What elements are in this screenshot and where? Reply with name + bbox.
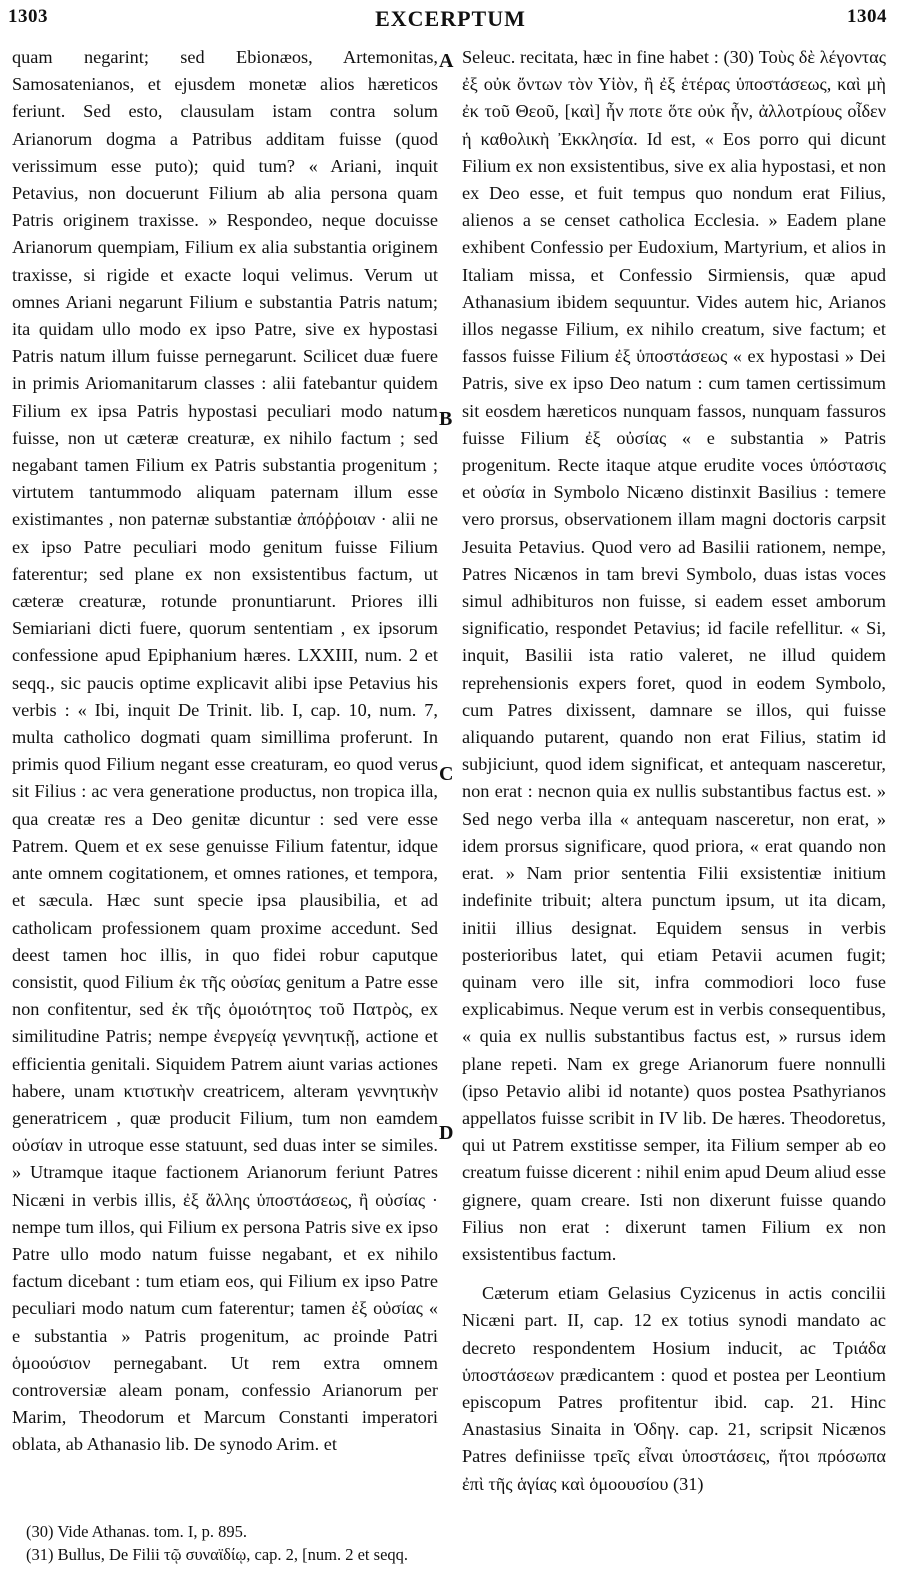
right-paragraph: Seleuc. recitata, hæc in fine habet : (30) Τοὺς δὲ λέγοντας ἐξ οὐκ ὄντων τὸν Υἱὸν, ἢ ἐξ ἑτέρας ὑποστάσεως, καὶ μὴ ἐκ τοῦ Θεοῦ, [καὶ] ἦν ποτε ὅτε οὐκ ἦν, ἀλλοτρίους οἶδεν ἡ καθολικὴ Ἐκκλησία. Id est, « Eos porro qui dicunt Filium ex non exsistentibus, sive ex alia hypostasi, et non ex Deo esse, et fuit tempus quo nondum erat Filius, alienos a se censet catholica Ecclesia. » Eadem plane exhibent Confessio per Eudoxium, Martyrium, et alios in Italiam missa, et Confessio Sirmiensis, quæ apud Athanasium ibidem sequuntur. Vides autem hic, Arianos illos negasse Filium, ex nihilo creatum, sive factum; et fassos fuisse Filium ἐξ ὑποστάσεως « ex hypostasi » Dei Patris, sive ex ipso Deo natum : cum tamen certissimum sit eosdem hæreticos nunquam fassos, nunquam fassuros fuisse Filium ἐξ οὐσίας « e substantia » Patris progenitum. Recte itaque atque erudite voces ὑπόστασις et οὐσία in Symbolo Nicæno distinxit Basilius : temere vero prorsus, observationem illam magni doctoris carpsit Jesuita Petavius. Quod vero ad Basilii rationem, nempe, Patres Nicænos in tam brevi Symbolo, duas istas voces simul adhibituros non fuisse, si eadem esset amborum significatio, respondet Petavius; id facile refellitur. « Si, inquit, Basilii ista ratio valeret, ne illud quidem reprehensionis expers foret, quod in eodem Symbolo, cum Patres dixissent, damnare se illos, qui fuisse aliquando putarent, quando non erat Filius, statim id subjiciunt, quod idem significat, et antequam nasceretur, non erat : necnon quia ex nullis substantibus factus est. » Sed nego verba illa « antequam nasceretur, non erat, » idem prorsus significare, quod priora, « erat quando non erat. » Nam prior sententia Filii exsistentiæ initium indefinite tribuit; altera punctum ipsum, ut ita dicam, initii illius designat. Equidem sensus in verbis posterioribus latet, qui etiam Petavii acumen fugit; quinam vero ille sit, infra commodiori loco fuse explicabimus. Neque verum est in verbis consequentibus, « quia ex nullis substantibus factus est, » rursus idem plane repeti. Nam ex grege Arianorum fuere nonnulli (ipso Petavio alibi id notante) quos postea Psathyrianos appellatos fuisse scribit in IV lib. De hæres. Theodoretus, qui ut Patrem exstitisse semper, ita Filium semper ab eo creatum fuisse dicerent : nihil enim apud Deum aliud esse gignere, quam creare. Isti non dixerunt fuisse quando Filius non erat : dixerunt tamen Filium ex non exsistentibus factum. [462,47,886,1264]
running-header [0,2,901,32]
left-column [12,44,438,1459]
footnote: (31) Bullus, De Filii τῷ συναϊδίῳ, cap. 2, [num. 2 et seqq. [26,1545,409,1564]
right-paragraph: Cæterum etiam Gelasius Cyzicenus in actis concilii Nicæni part. II, cap. 12 ex totius synodi mandato ac decreto respondentem Hosium inducit, ac Τριάδα ὑποστάσεων prædicantem : quod et postea per Leontium episcopum Patres profitentur ibid. cap. 21. Hinc Anastasius Sinaita in Ὁδηγ. cap. 21, scripsit Nicænos Patres definiisse τρεῖς εἶναι ὑποστάσεις, ἤτοι πρόσωπα ἐπὶ τῆς ἁγίας καὶ ὁμοουσίου (31) [462,1283,886,1494]
right-column [462,44,886,1498]
page-number-left: 1303 [8,6,48,27]
running-title: EXCERPTUM [375,6,526,31]
margin-letter-c: C [439,763,454,785]
margin-letter-a: A [439,50,454,72]
margin-letter-d: D [439,1122,454,1144]
page-number-right: 1304 [847,6,887,27]
margin-letter-b: B [439,408,453,430]
footnote: (30) Vide Athanas. tom. I, p. 895. [26,1522,247,1541]
footnotes [26,1520,886,1566]
left-paragraph: quam negarint; sed Ebionæos, Artemonitas, Samosatenianos, et ejusdem monetæ alios hæreticos feriunt. Sed esto, clausulam istam contra solum Arianorum dogma a Patribus additam fuisse (quod verissimum esse puto); quid tum? « Ariani, inquit Petavius, non docuerunt Filium ab alia persona quam Patris originem traxisse. » Respondeo, neque docuisse Arianorum quempiam, Filium ex alia substantia originem traxisse, si rigide et exacte loqui velimus. Verum ut omnes Ariani negarunt Filium e substantia Patris natum; ita quidam ullo modo ex ipso Patre, sive ex hypostasi Patris natum illum fuisse pernegarunt. Scilicet duæ fuere in primis Ariomanitarum classes : alii fatebantur quidem Filium ex ipsa Patris hypostasi peculiari modo natum fuisse, non ut cæteræ creaturæ, ex nihilo factum ; sed negabant tamen Filium ex Patris substantia progenitum ; virtutem tantummodo aliquam paternam illum esse existimantes , non paternæ substantiæ ἀπόῤῥοιαν · alii ne ex ipso Patre peculiari modo genitum fuisse Filium faterentur; sed plane ex non exsistentibus factum, ut cæteræ creaturæ, rotunde pronuntiarunt. Priores illi Semiariani dicti fuere, quorum sententiam , ex ipsorum confessione apud Epiphanium hæres. LXXIII, num. 2 et seqq., sic paucis optime explicavit alibi ipse Petavius his verbis : « Ibi, inquit De Trinit. lib. I, cap. 10, num. 7, multa catholico dogmati quam simillima proferunt. In primis quod Filium negant esse creaturam, eo quod verus sit Filius : ac vera generatione productus, non tropica illa, qua creatæ res a Deo genitæ dicuntur : sed vere esse Patrem. Quem et ex sese genuisse Filium fatentur, idque ante omnem cogitationem, et omnes rationes, et tempora, et sæcula. Hæc sunt specie ipsa plausibilia, et ad catholicam professionem quam proxime accedunt. Sed deest tamen hoc illis, in quo fidei robur caputque consistit, quod Filium ἐκ τῆς οὐσίας genitum a Patre esse non confitentur, sed ἐκ τῆς ὁμοιότητος τοῦ Πατρὸς, ex similitudine Patris; nempe ἐνεργείᾳ γεννητικῇ, actione et efficientia genitali. Siquidem Patrem aiunt varias actiones habere, unam κτιστικὴν creatricem, alteram γεννητικὴν generatricem , quæ producit Filium, tum non eamdem οὐσίαν in utroque esse statuunt, sed duas inter se similes. » Utramque itaque factionem Arianorum feriunt Patres Nicæni in verbis illis, ἐξ ἄλλης ὑποστάσεως, ἢ οὐσίας · nempe tum illos, qui Filium ex persona Patris sive ex ipso Patre ullo modo natum fuisse negabant, et ex nihilo factum dicebant : tum etiam eos, qui Filium ex ipso Patre peculiari modo natum cum faterentur; tamen ἐξ οὐσίας « e substantia » Patris progenitum, ac proinde Patri ὁμοούσιον pernegabant. Ut rem extra omnem controversiæ aleam ponam, confessio Arianorum per Marim, Theodorum et Marcum Constanti imperatori oblata, ab Athanasio lib. De synodo Arim. et [12,47,438,1455]
